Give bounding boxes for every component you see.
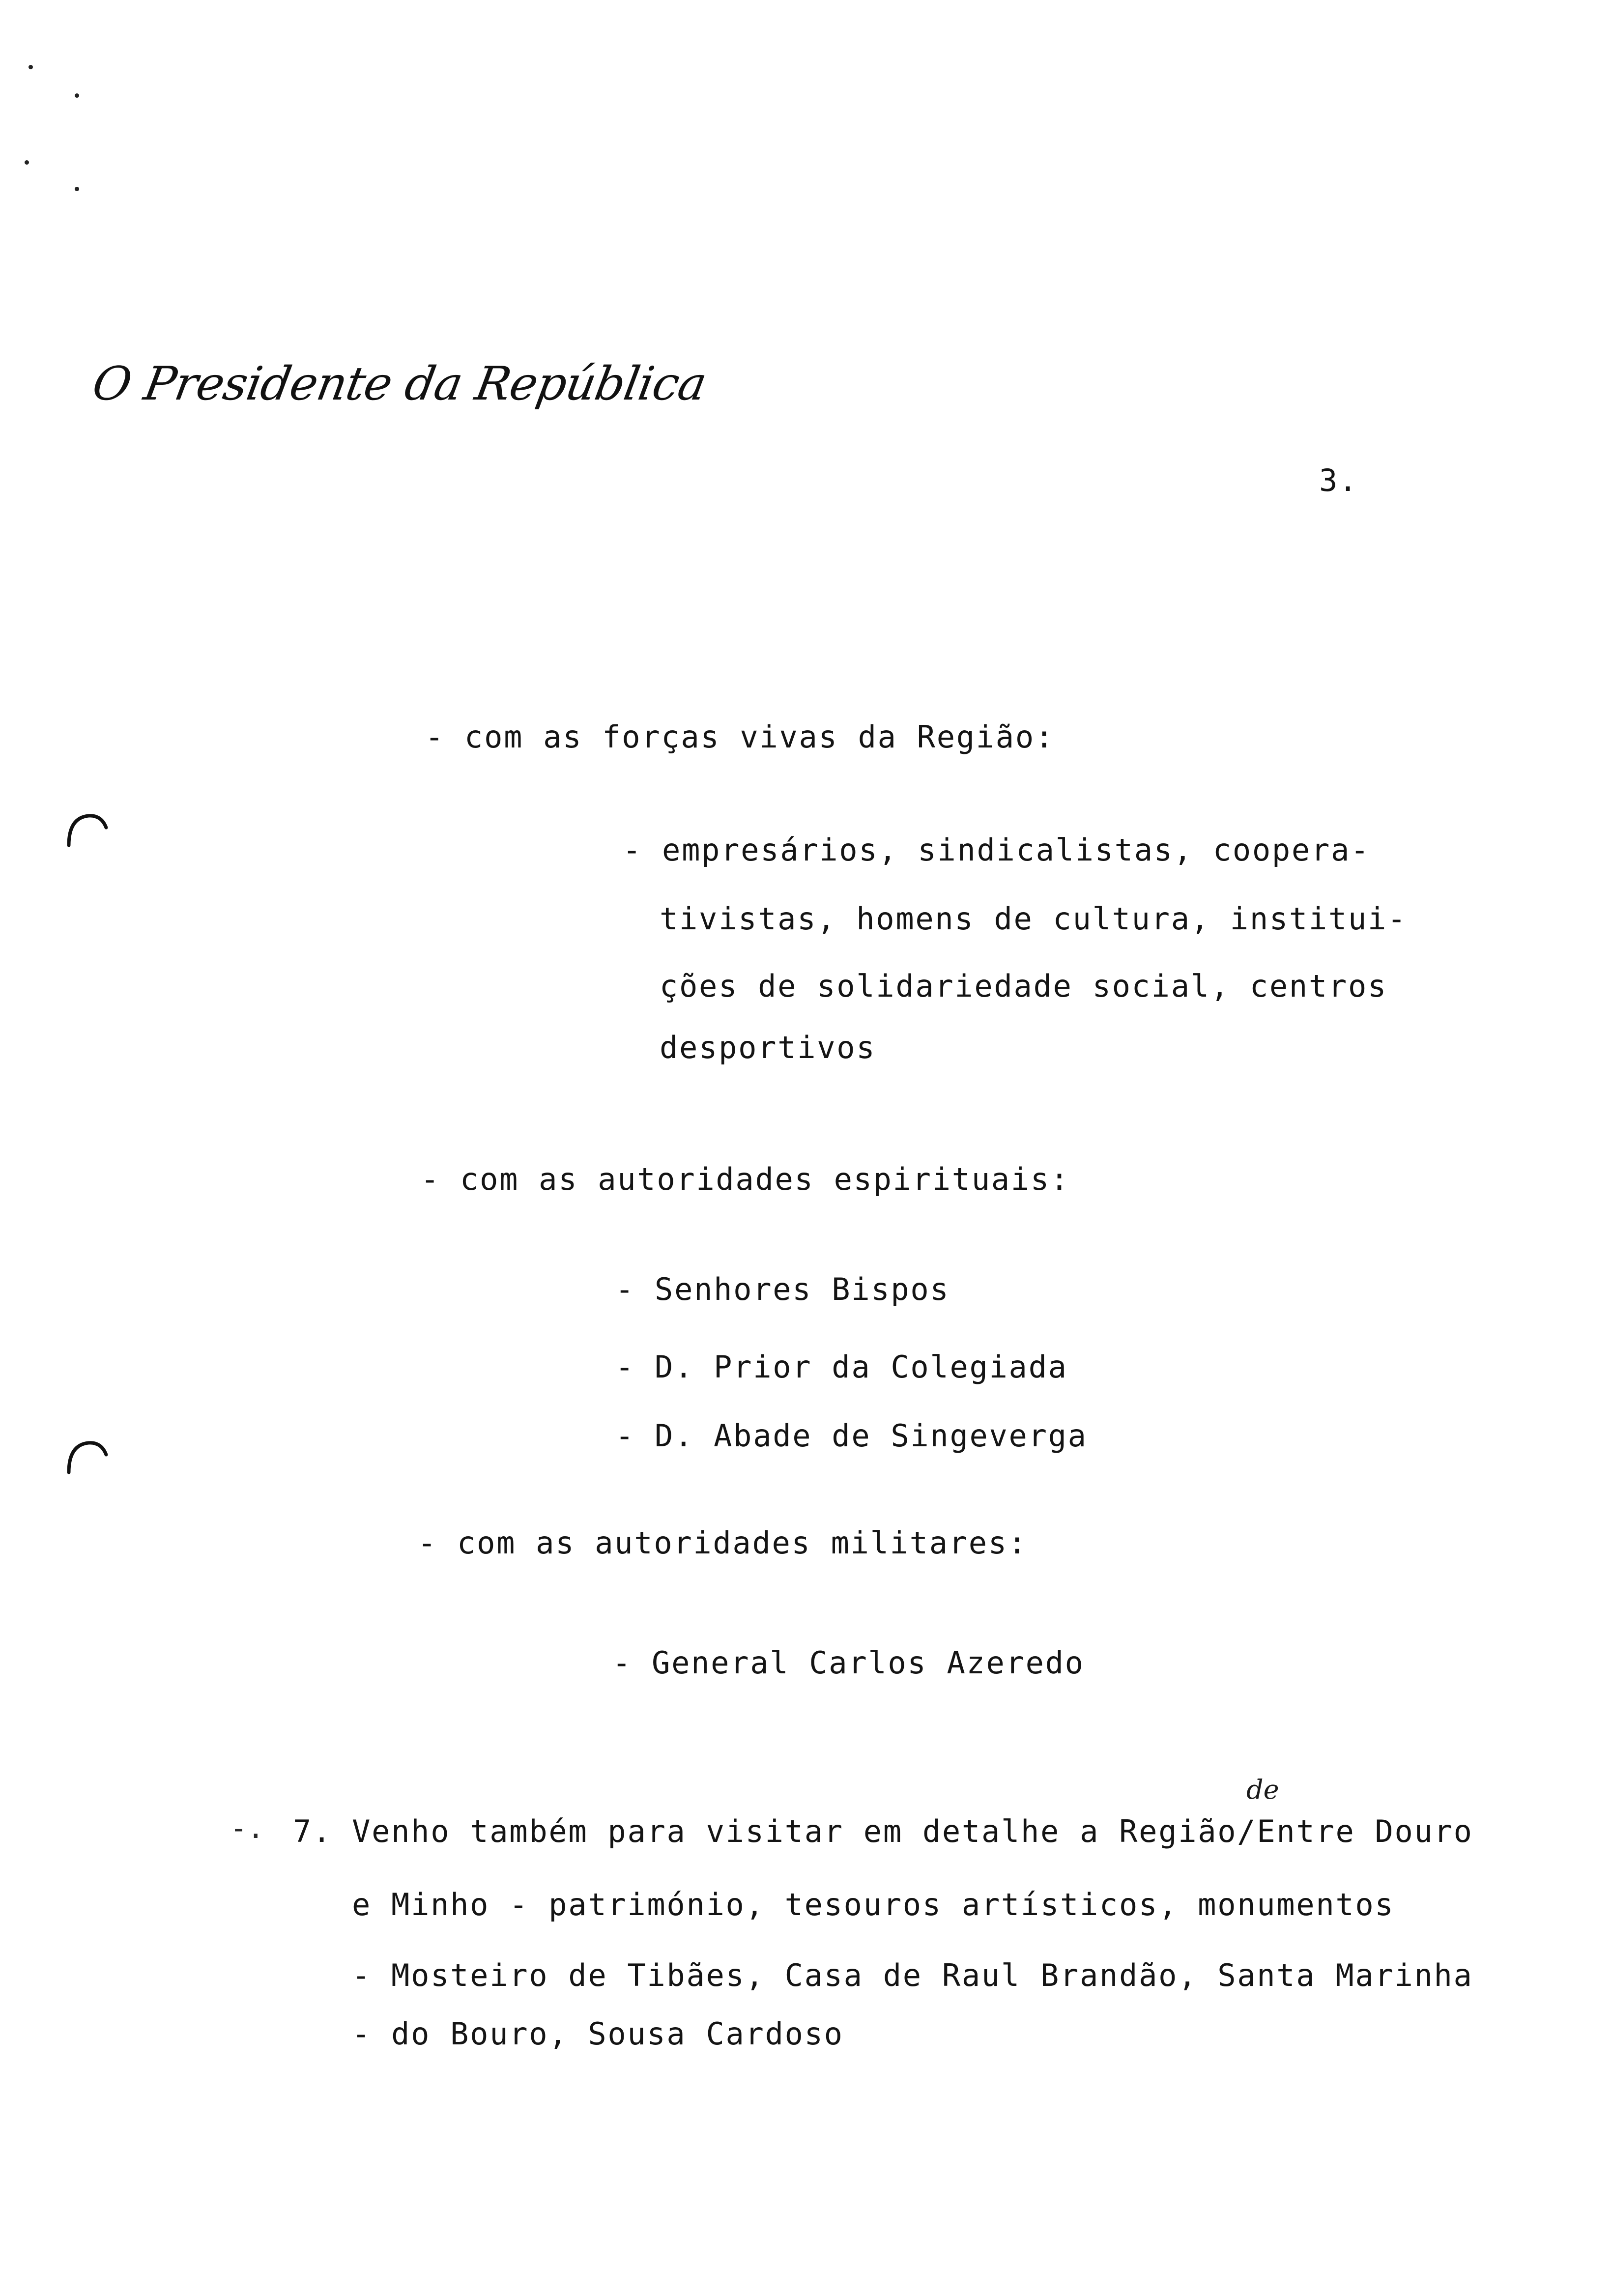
scan-speck (75, 187, 79, 191)
list-item: - Senhores Bispos (615, 1271, 950, 1307)
scan-speck (25, 160, 29, 165)
list-item: - D. Prior da Colegiada (615, 1349, 1068, 1385)
handwritten-insertion: de (1246, 1774, 1279, 1805)
section-heading-autoridades-militares: - com as autoridades militares: (418, 1525, 1028, 1561)
section-heading-autoridades-espirituais: - com as autoridades espirituais: (421, 1161, 1070, 1197)
paragraph-line: e Minho - património, tesouros artísticos, monumentos (352, 1887, 1395, 1923)
list-line: ções de solidariedade social, centros (660, 968, 1388, 1004)
letterhead: O Presidente da República (88, 357, 711, 411)
paragraph-line: 7. Venho também para visitar em detalhe a Região/Entre Douro (293, 1813, 1473, 1849)
list-line: - empresários, sindicalistas, coopera- (623, 832, 1371, 868)
page-number: 3. (1319, 462, 1359, 498)
scan-speck (29, 65, 33, 69)
list-item: - General Carlos Azeredo (612, 1645, 1085, 1681)
list-line: desportivos (660, 1030, 876, 1065)
scan-speck (75, 93, 79, 98)
paragraph-line: - do Bouro, Sousa Cardoso (352, 2016, 844, 2052)
punch-hole-mark (63, 1438, 112, 1477)
list-item: - D. Abade de Singeverga (615, 1418, 1088, 1454)
list-line: tivistas, homens de cultura, institui- (660, 901, 1408, 937)
margin-mark: -. (230, 1811, 264, 1845)
punch-hole-mark (63, 811, 112, 850)
paragraph-line: - Mosteiro de Tibães, Casa de Raul Brandão, Santa Marinha (352, 1957, 1473, 1993)
section-heading-forcas-vivas: - com as forças vivas da Região: (425, 719, 1055, 755)
